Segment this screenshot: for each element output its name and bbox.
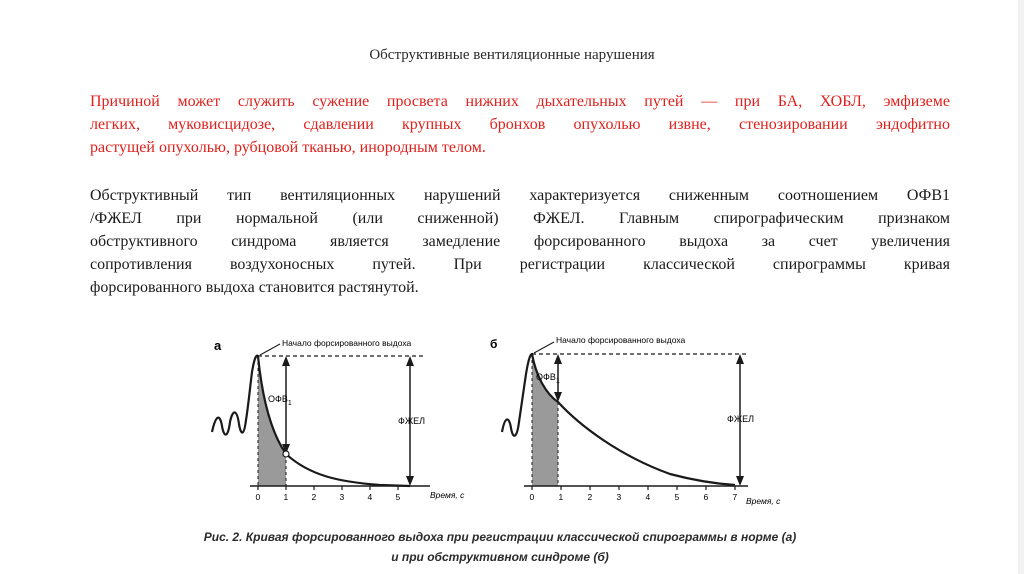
description-line: обструктивного синдрома является замедление форсированного выдоха за счет увеличения [90,233,950,250]
slide-edge [1018,0,1024,574]
panel-a-tick-label: 0 [255,492,261,502]
description-line: Обструктивный тип вентиляционных нарушений характеризуется сниженным соотношением ОФВ1 [90,187,950,204]
panel-a-ticks [256,486,401,502]
causes-line: растущей опухолью, рубцовой тканью, инородным телом. [90,139,486,156]
panel-b-fvc-arrowhead-bottom [736,476,744,486]
figure-caption-line-1: Рис. 2. Кривая форсированного выдоха при регистрации классической спирограммы в норме (а) [203,530,797,544]
panel-b-tick-label: 2 [587,492,593,502]
panel-a-tick-label: 5 [395,492,401,502]
panel-a-start-pointer [260,344,280,355]
panel-b-tick-label: 5 [674,492,680,502]
panel-b-fvc-label: ФЖЕЛ [727,414,755,424]
panel-a-start-label: Начало форсированного выдоха [282,338,412,348]
causes-line: легких, муковисцидозе, сдавлении крупных бронхов опухолью извне, стенозировании эндофитно [90,116,950,133]
description-line: сопротивления воздухоносных путей. При регистрации классической спирограммы кривая [90,256,950,273]
panel-b-start-pointer [534,342,554,353]
slide-title: Обструктивные вентиляционные нарушения [369,47,655,63]
panel-b-letter: б [490,337,498,351]
panel-b-x-label: Время, с [746,496,781,506]
panel-b-fev-label: $ОФВ_1$ [536,372,560,385]
panel-b-tick-label: 1 [558,492,564,502]
panel-a-fvc-arrowhead-top [406,356,414,366]
panel-a-tick-label: 4 [367,492,373,502]
panel-a-tick-label: 1 [283,492,289,502]
description-line: /ФЖЕЛ при нормальной (или сниженной) ФЖЕЛ. Главным спирографическим признаком [90,210,950,227]
description-paragraph [90,184,950,299]
panel-a-tick-label: 3 [339,492,345,502]
panel-a-fev-shade [258,356,286,486]
panel-a-x-label: Время, с [430,490,465,500]
panel-a-letter: а [214,338,222,353]
panel-a-fvc-label: ФЖЕЛ [398,416,426,426]
causes-line: Причиной может служить сужение просвета нижних дыхательных путей — при БА, ХОБЛ, эмфиземе [90,93,950,110]
description-line: форсированного выдоха становится растянутой. [90,279,419,296]
panel-a-t1-marker [283,451,289,457]
panel-b-fev-arrowhead-top [554,354,562,364]
panel-b-tick-label: 6 [703,492,709,502]
panel-a [212,338,465,502]
causes-paragraph [90,90,950,159]
panel-a-fvc-arrowhead-bottom [406,476,414,486]
spirogram-figure [200,326,800,516]
panel-b-start-label: Начало форсированного выдоха [556,335,686,345]
panel-b-tick-label: 3 [616,492,622,502]
panel-b-fvc-arrowhead-top [736,354,744,364]
panel-b-tick-label: 4 [645,492,651,502]
panel-b-ticks [530,486,738,502]
panel-a-curve [212,356,410,486]
panel-b-tick-label: 0 [529,492,535,502]
panel-a-tick-label: 2 [311,492,317,502]
panel-a-fev-arrowhead-top [282,356,290,366]
panel-a-fev-label: $ОФВ_1$ [268,394,292,407]
figure-caption-line-2: и при обструктивном синдроме (б) [391,550,609,564]
panel-b [490,335,781,506]
panel-b-tick-label: 7 [732,492,738,502]
